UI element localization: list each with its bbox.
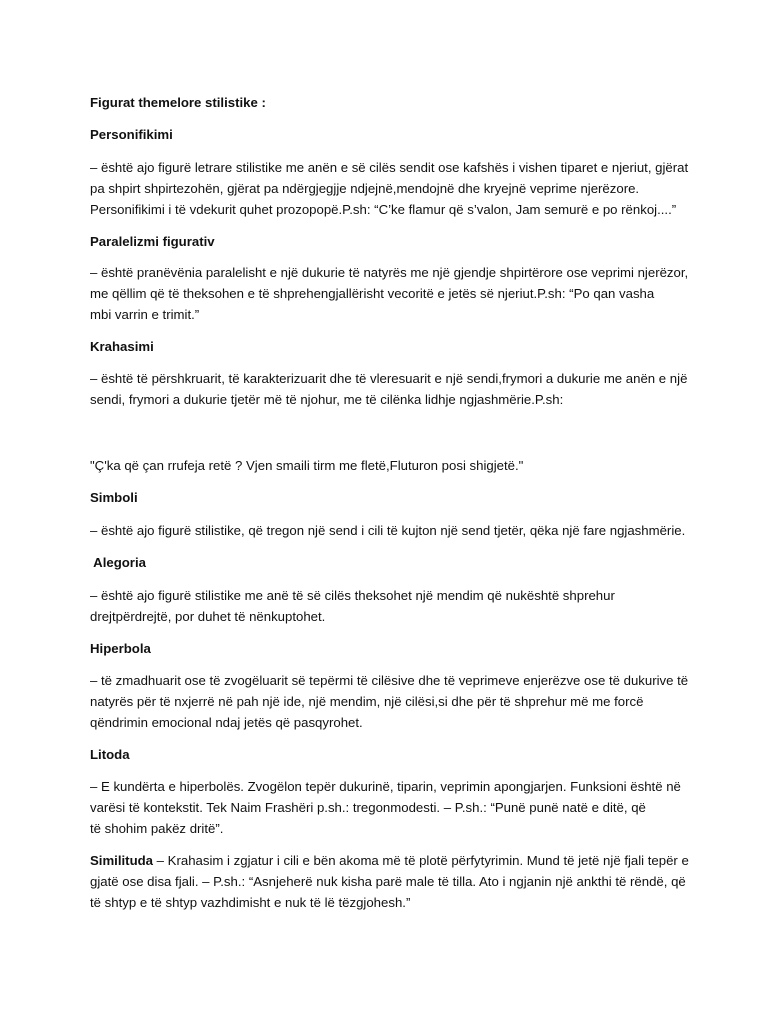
text-line: – është ajo figurë stilistike, që tregon një send i cili të kujton një send tjetër, qëka një fare ngjashmërie. <box>90 523 686 538</box>
text-line <box>90 851 690 872</box>
krahasimi-example-quote: "Ç'ka që çan rrufeja retë ? Vjen smaili tirm me fletë,Fluturon posi shigjetë." <box>90 458 524 473</box>
section-heading-personifikimi: Personifikimi <box>90 127 173 142</box>
section-text-personifikimi <box>90 158 690 220</box>
section-text-hiperbola <box>90 671 690 733</box>
section-text-litoda <box>90 777 690 839</box>
text-line: mbi varrin e trimit.” <box>90 306 200 322</box>
similituda-term: Similituda <box>90 853 154 868</box>
text-line: sendi, frymori a dukurie tjetër më të njohur, me të cilënka lidhje ngjashmërie.P.sh: <box>90 391 564 407</box>
section-text-simboli <box>90 521 690 542</box>
text-line: – është ajo figurë stilistike me anë të së cilës theksohet një mendim që nukështë shprehur <box>90 588 615 603</box>
similituda-line-first: – Krahasim i zgjatur i cili e bën akoma më të plotë përfytyrimin. Mund të jetë një fjali tepër e <box>153 853 689 868</box>
text-line: Personifikimi i të vdekurit quhet prozopopë.P.sh: “C’ke flamur që s’valon, Jam semurë e po rënkoj....” <box>90 201 677 217</box>
section-heading-hiperbola: Hiperbola <box>90 641 151 656</box>
section-heading-simboli: Simboli <box>90 490 138 505</box>
text-line: qëndrimin emocional ndaj jetës që pasqyrohet. <box>90 714 363 730</box>
text-line: – është pranëvënia paralelisht e një dukurie të natyrës me një gjendje shpirtërore ose veprimi njerëzor, <box>90 265 689 280</box>
text-line: të shtyp e të shtyp vazhdimisht e nuk të lë tëzgjohesh.” <box>90 894 411 910</box>
section-text-paralelizmi <box>90 263 690 325</box>
text-line: të shohim pakëz dritë”. <box>90 820 224 836</box>
text-line: – E kundërta e hiperbolës. Zvogëlon tepër dukurinë, tiparin, veprimin apongjarjen. Funksioni është në <box>90 779 681 794</box>
section-heading-krahasimi: Krahasimi <box>90 339 154 354</box>
section-text-similituda <box>90 851 690 913</box>
section-heading-litoda: Litoda <box>90 747 130 762</box>
section-text-alegoria <box>90 586 690 628</box>
text-line: – është ajo figurë letrare stilistike me anën e së cilës sendit ose kafshës i vishen tiparet e njeriut, gjërat <box>90 160 689 175</box>
section-heading-alegoria: Alegoria <box>90 555 146 570</box>
document-title: Figurat themelore stilistike : <box>90 95 266 110</box>
text-line: natyrës për të nxjerrë në pah një ide, një mendim, një cilësi,si dhe për të shprehur më me forcë <box>90 693 644 709</box>
text-line: varësi të kontekstit. Tek Naim Frashëri p.sh.: tregonmodesti. – P.sh.: “Punë punë natë e ditë, që <box>90 799 646 815</box>
text-line: me qëllim që të theksohen e të shprehengjallërisht vecoritë e jetës së njeriut.P.sh: “Po qan vasha <box>90 285 655 301</box>
text-line: gjatë ose disa fjali. – P.sh.: “Asnjeherë nuk kisha parë male të tilla. Ato i ngjanin një ankthi të rëndë, që <box>90 873 686 889</box>
text-line: pa shpirt shpirtezohën, gjërat pa ndërgjegjje ndjejnë,mendojnë dhe kryejnë veprime njerëzore. <box>90 180 640 196</box>
text-line: – të zmadhuarit ose të zvogëluarit së tepërmi të cilësive dhe të veprimeve enjerëzve ose të dukurive të <box>90 673 689 688</box>
text-line: drejtpërdrejtë, por duhet të nënkuptohet. <box>90 608 326 624</box>
text-line: – është të përshkruarit, të karakterizuarit dhe të vleresuarit e një sendi,frymori a dukurie me anën e një <box>90 371 688 386</box>
section-text-krahasimi <box>90 369 690 411</box>
section-heading-paralelizmi: Paralelizmi figurativ <box>90 234 215 249</box>
